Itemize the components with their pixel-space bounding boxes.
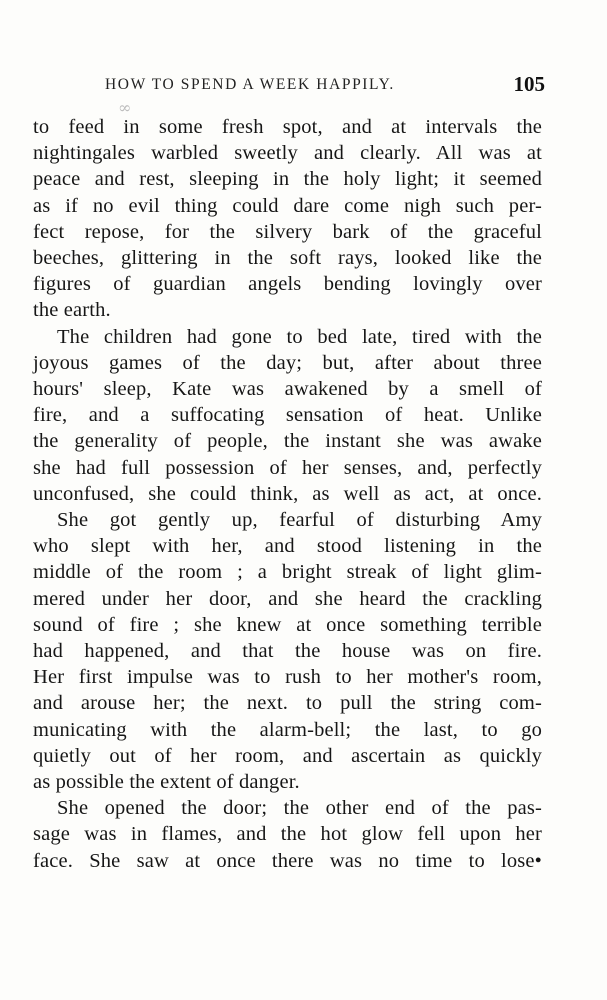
text-line: middle of the room ; a bright streak of light glim- — [33, 561, 542, 584]
running-title: HOW TO SPEND A WEEK HAPPILY. — [105, 76, 395, 93]
text-line: joyous games of the day; but, after about three — [33, 351, 542, 374]
text-line: sage was in flames, and the hot glow fell upon her — [33, 823, 542, 846]
text-line: the earth. — [33, 299, 111, 322]
text-line: nightingales warbled sweetly and clearly. All was at — [33, 142, 542, 165]
text-line: to feed in some fresh spot, and at intervals the — [33, 116, 542, 138]
text-line: had happened, and that the house was on fire. — [33, 640, 542, 663]
paragraph-first-line: She opened the door; the other end of the pas- — [57, 797, 542, 820]
text-line: beeches, glittering in the soft rays, looked like the — [33, 247, 542, 270]
text-line: unconfused, she could think, as well as act, at once. — [33, 482, 542, 505]
text-line: sound of fire ; she knew at once something terrible — [33, 613, 542, 636]
paragraph-first-line: She got gently up, fearful of disturbing Amy — [57, 509, 542, 532]
ink-blot-mark: ∞ — [118, 98, 132, 117]
text-line: fect repose, for the silvery bark of the graceful — [33, 220, 542, 243]
page-number: 105 — [513, 72, 545, 96]
text-line: she had full possession of her senses, and, perfectly — [33, 456, 542, 479]
text-line: as if no evil thing could dare come nigh such per- — [33, 194, 542, 217]
body-text — [33, 114, 542, 874]
text-line: and arouse her; the next. to pull the string com- — [33, 692, 542, 715]
text-line: figures of guardian angels bending lovingly over — [33, 273, 542, 296]
text-line: hours' sleep, Kate was awakened by a smell of — [33, 378, 542, 401]
text-line: fire, and a suffocating sensation of heat. Unlike — [33, 404, 542, 427]
text-line: quietly out of her room, and ascertain as quickly — [33, 744, 542, 767]
text-line: the generality of people, the instant she was awake — [33, 430, 542, 453]
text-line: peace and rest, sleeping in the holy light; it seemed — [33, 168, 542, 191]
text-line: who slept with her, and stood listening in the — [33, 535, 542, 558]
text-line: mered under her door, and she heard the crackling — [33, 587, 542, 610]
paragraph-first-line: The children had gone to bed late, tired with the — [57, 325, 542, 348]
text-line: municating with the alarm-bell; the last, to go — [33, 718, 542, 741]
running-head — [105, 72, 545, 102]
text-line: Her first impulse was to rush to her mother's room, — [33, 666, 542, 689]
text-line: as possible the extent of danger. — [33, 771, 300, 794]
text-line: face. She saw at once there was no time to lose• — [33, 849, 542, 872]
